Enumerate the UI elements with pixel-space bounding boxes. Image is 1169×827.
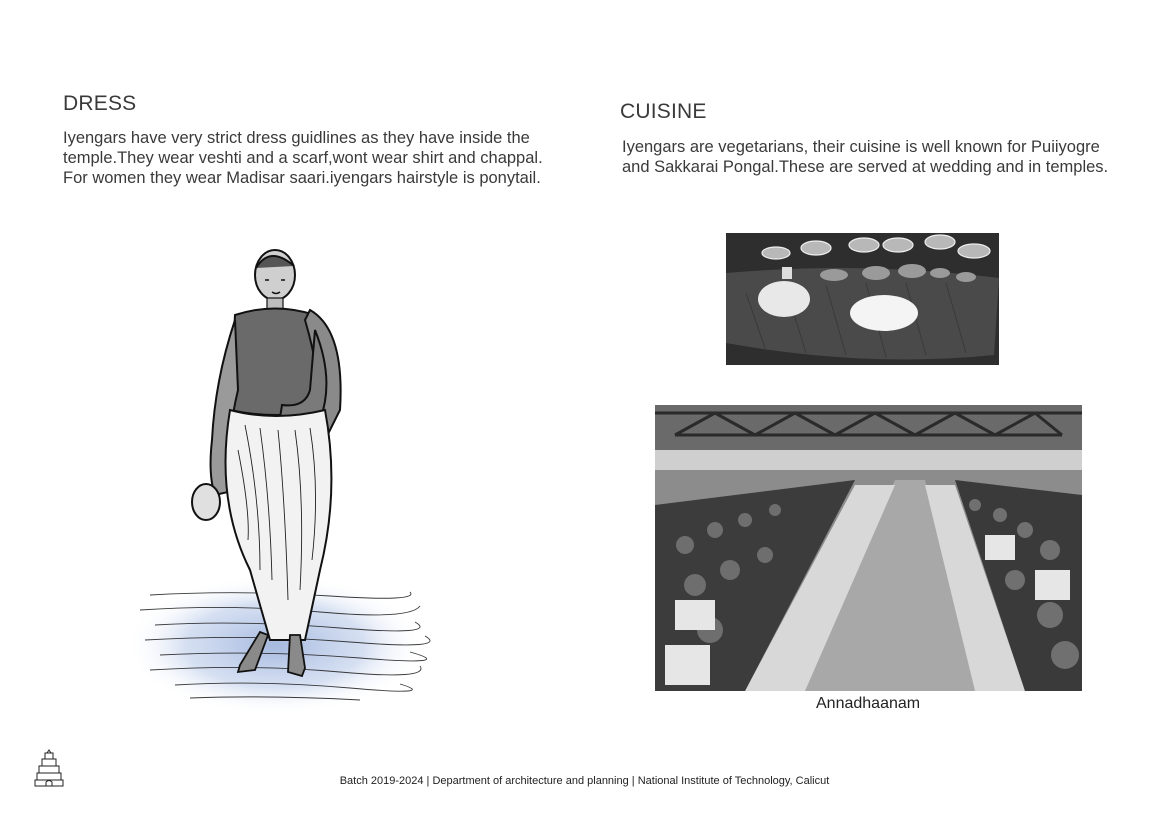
cuisine-line: and Sakkarai Pongal.These are served at wedding and in temples. [622, 158, 1109, 176]
cuisine-line: Iyengars are vegetarians, their cuisine is well known for Puiiyogre [622, 138, 1100, 156]
footer-text: Batch 2019-2024 | Department of architecture and planning | National Institute of Technology, Calicut [339, 775, 830, 787]
dress-line: For women they wear Madisar saari.iyengars hairstyle is ponytail. [63, 169, 541, 187]
annadhaanam-dining-hall-photo [655, 405, 1082, 691]
banana-leaf-meal-photo [726, 233, 999, 365]
annadhaanam-caption: Annadhaanam [816, 695, 921, 712]
dress-line: temple.They wear veshti and a scarf,wont wear shirt and chappal. [63, 149, 543, 167]
iyengar-man-sketch [120, 240, 440, 740]
dress-line: Iyengars have very strict dress guidlines as they have inside the [63, 129, 530, 147]
cuisine-heading: CUISINE [620, 100, 707, 123]
dress-paragraph [63, 128, 543, 188]
cuisine-paragraph [622, 137, 1108, 177]
dress-heading: DRESS [63, 92, 137, 115]
